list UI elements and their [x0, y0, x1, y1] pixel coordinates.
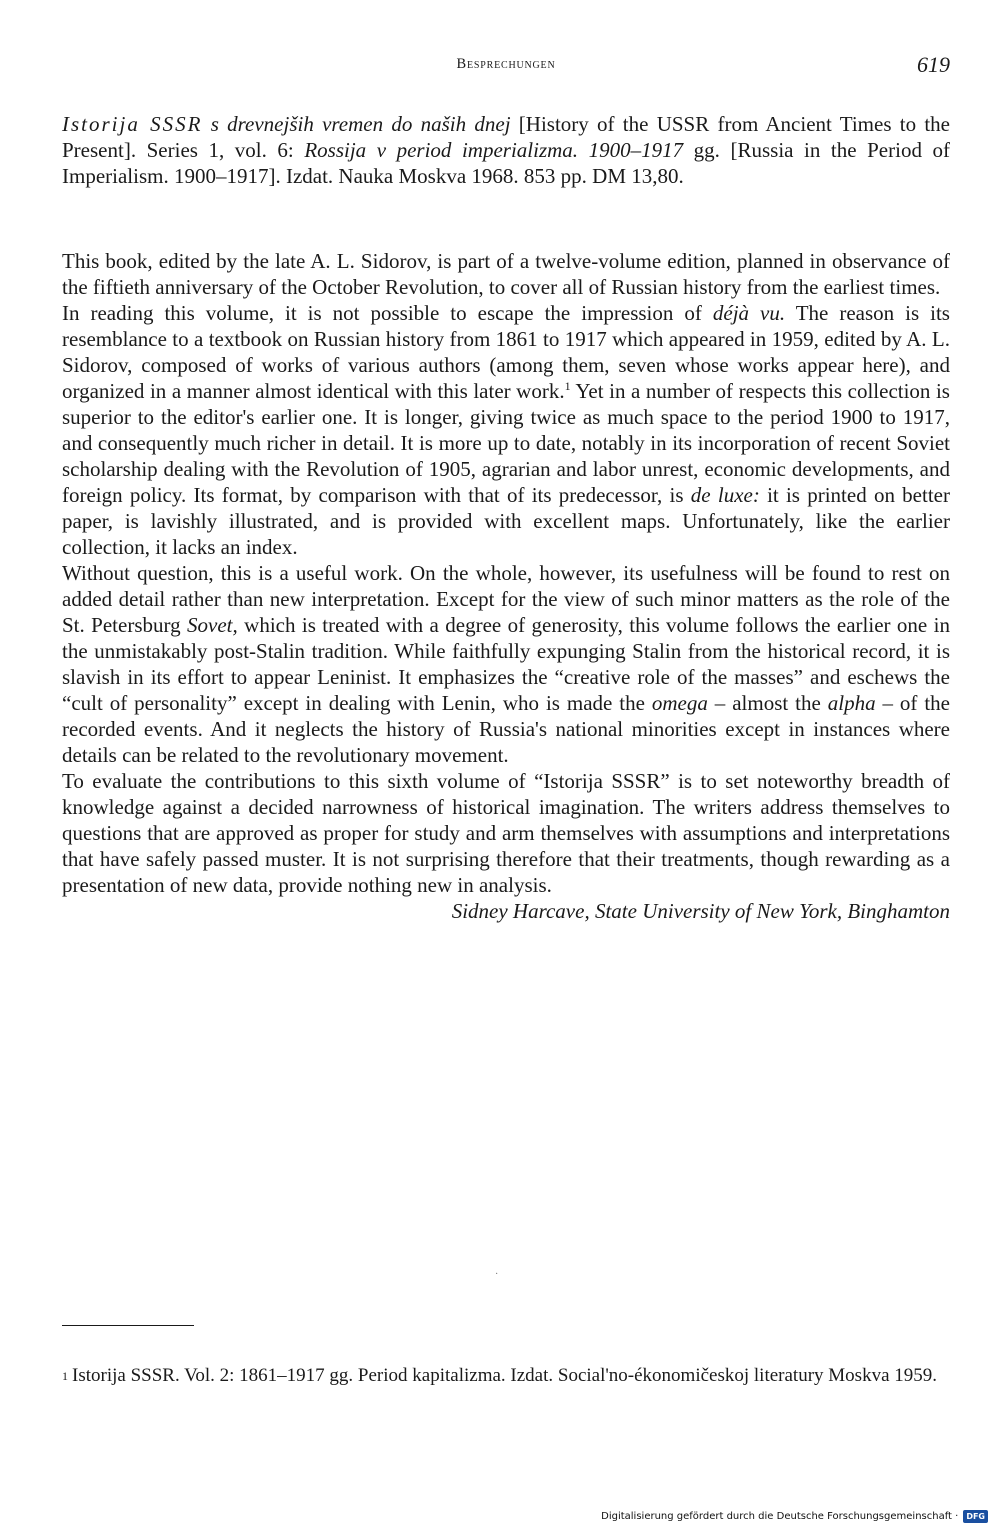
bibliographic-reference: [62, 111, 950, 189]
paragraph-3-text-b: which is treated with a degree of generosity, this volume follows the earlier one in the unmistakably post-Stalin tradition. While faithfully expunging Stalin from the historical record, it is slavish in its effort to appear Leninist. It emphasizes the “creative role of the masses” and eschews the “cult of personality” except in dealing with Lenin, who is made the: [62, 613, 950, 715]
book-title-spaced: Istorija SSSR: [62, 112, 203, 136]
footnote-text: Istorija SSSR. Vol. 2: 1861–1917 gg. Period kapitalizma. Izdat. Social'no-ékonomičeskoj literatury Moskva 1959.: [72, 1365, 938, 1386]
book-title-rest: s drevnejših vremen do naših dnej: [210, 112, 511, 136]
footnote-divider: [62, 1325, 194, 1326]
phrase-de-luxe: de luxe:: [690, 483, 760, 507]
word-alpha: alpha: [827, 691, 876, 715]
reference-part-1: [History of the USSR from Ancient Times to the Present]. Series 1, vol. 6:: [62, 112, 950, 162]
credit-text: Digitalisierung gefördert durch die Deutsche Forschungsgemeinschaft ·: [601, 1510, 959, 1522]
reviewer-signature: Sidney Harcave, State University of New York, Binghamton: [451, 899, 950, 923]
book-subtitle: Rossija v period imperializma. 1900–1917: [304, 138, 684, 162]
paragraph-2: [62, 300, 950, 560]
page-number: 619: [917, 52, 950, 77]
paragraph-2-text-d: it is printed on better paper, is lavishly illustrated, and is provided with excellent maps. Unfortunately, like the earlier collection, it lacks an index.: [62, 483, 950, 559]
paragraph-3-text-c: – almost the: [707, 691, 828, 715]
reference-part-2: gg. [Russia in the Period of Imperialism. 1900–1917]. Izdat. Nauka Moskva 1968. 853 pp. DM 13,80.: [62, 138, 951, 188]
paragraph-3: [62, 560, 950, 768]
paragraph-3-text-d: – of the recorded events. And it neglects the history of Russia's national minorities except in instances where details can be related to the revolutionary movement.: [62, 691, 951, 767]
running-title: Besprechungen: [456, 56, 556, 72]
footnote-reference[interactable]: 1: [564, 379, 571, 393]
digitization-credit: [601, 1508, 988, 1524]
paragraph-3-text-a: Without question, this is a useful work. On the whole, however, its usefulness will be found to rest on added detail rather than new interpretation. Except for the view of such minor matters as the role of the St. Petersburg: [62, 561, 950, 637]
review-body: [62, 248, 950, 924]
paragraph-2-text-b: The reason is its resemblance to a textbook on Russian history from 1861 to 1917 which appeared in 1959, edited by A. L. Sidorov, composed of works of various authors (among them, seven whose works appear here), and organized in a manner almost identical with this later work.: [62, 301, 950, 403]
word-sovet: Sovet,: [187, 613, 238, 637]
footnote: [62, 1364, 950, 1388]
footnote-mark: 1: [62, 1369, 68, 1383]
page-header: [62, 52, 950, 84]
word-omega: omega: [651, 691, 708, 715]
paragraph-1: This book, edited by the late A. L. Sidorov, is part of a twelve-volume edition, planned in observance of the fiftieth anniversary of the October Revolution, to cover all of Russian history from the earliest times.: [62, 249, 950, 299]
paragraph-2-text-c: Yet in a number of respects this collection is superior to the editor's earlier one. It is longer, giving twice as much space to the period 1900 to 1917, and consequently much richer in detail. It is more up to date, notably in its incorporation of recent Soviet scholarship dealing with the Revolution of 1905, agrarian and labor unrest, economic developments, and foreign policy. Its format, by comparison with that of its predecessor, is: [62, 379, 950, 507]
phrase-deja-vu: déjà vu.: [712, 301, 786, 325]
paragraph-4: To evaluate the contributions to this sixth volume of “Istorija SSSR” is to set noteworthy breadth of knowledge against a decided narrowness of historical imagination. The writers address themselves to questions that are approved as proper for study and arm themselves with assumptions and interpretations that have safely passed muster. It is not surprising therefore that their treatments, though rewarding as a presentation of new data, provide nothing new in analysis.: [62, 769, 950, 897]
paragraph-2-text-a: In reading this volume, it is not possible to escape the impression of: [62, 301, 713, 325]
dfg-logo-icon: DFG: [963, 1510, 988, 1523]
stray-dot: ·: [495, 1269, 499, 1280]
